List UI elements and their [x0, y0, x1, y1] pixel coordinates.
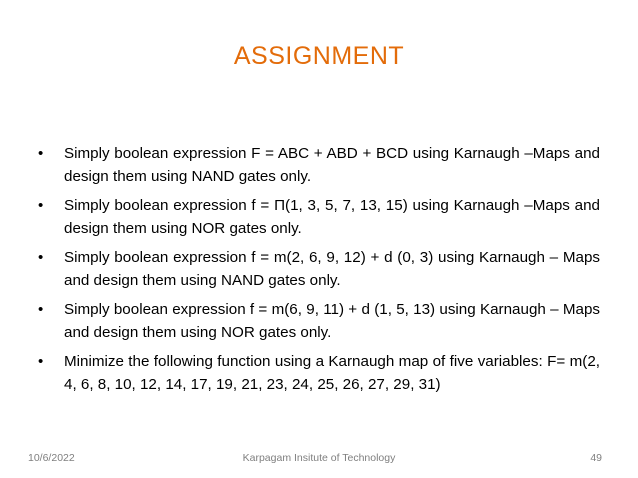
bullet-icon: • — [38, 249, 44, 266]
bullet-text: Simply boolean expression f = Π(1, 3, 5, 7, 13, 15) using Karnaugh –Maps and design them using NOR gates only. — [64, 197, 600, 237]
bullet-text: Simply boolean expression f = m(2, 6, 9, 12) + d (0, 3) using Karnaugh – Maps and design them using NAND gates only. — [64, 249, 600, 289]
assignment-list — [38, 143, 600, 403]
slide-title: ASSIGNMENT — [233, 42, 405, 70]
list-item — [38, 195, 600, 240]
footer-page-number: 49 — [590, 452, 602, 464]
bullet-text: Simply boolean expression F = ABC + ABD + BCD using Karnaugh –Maps and design them using NAND gates only. — [64, 145, 600, 185]
bullet-text: Minimize the following function using a Karnaugh map of five variables: F= m(2, 4, 6, 8, 10, 12, 14, 17, 19, 21, 23, 24, 25, 26, 27, 29, 31) — [64, 353, 600, 393]
bullet-icon: • — [38, 353, 44, 370]
bullet-text: Simply boolean expression f = m(6, 9, 11) + d (1, 5, 13) using Karnaugh – Maps and design them using NOR gates only. — [64, 301, 600, 341]
bullet-icon: • — [38, 301, 44, 318]
bullet-icon: • — [38, 145, 44, 162]
bullet-icon: • — [38, 197, 44, 214]
footer-date: 10/6/2022 — [28, 452, 75, 464]
list-item — [38, 351, 600, 396]
footer-organization: Karpagam Insitute of Technology — [242, 452, 396, 464]
list-item — [38, 143, 600, 188]
list-item — [38, 299, 600, 344]
list-item — [38, 247, 600, 292]
